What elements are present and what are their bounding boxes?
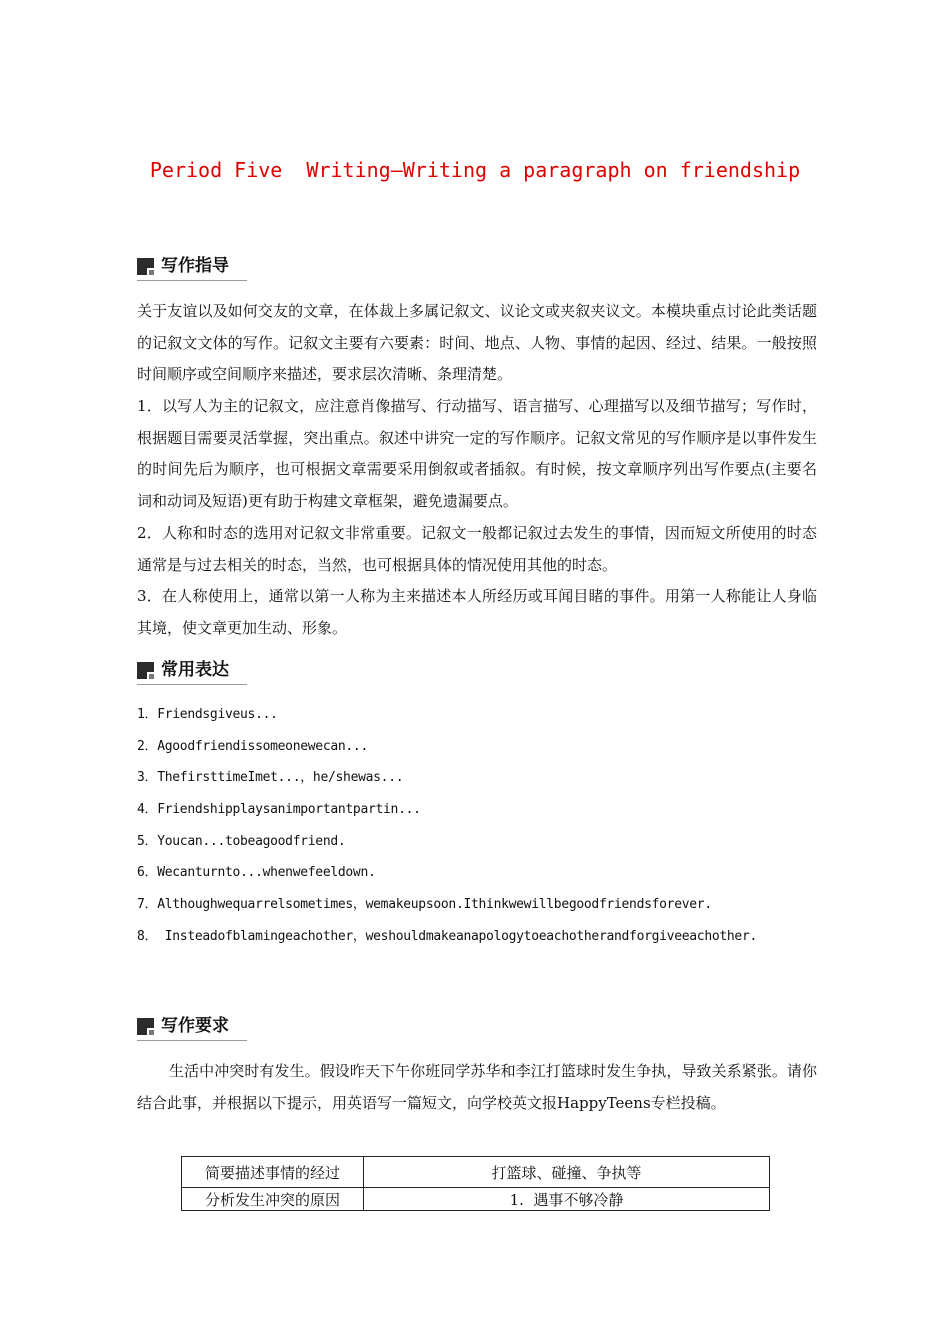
- guide-paragraph-1: 1．以写人为主的记叙文，应注意肖像描写、行动描写、语言描写、心理描写以及细节描写；写作时，根据题目需要灵活掌握，突出重点。叙述中讲究一定的写作顺序。记叙文常见的写作顺序是以事件发生的时间先后为顺序，也可根据文章需要采用倒叙或者插叙。有时候，按文章顺序列出写作要点(主要名词和动词及短语)更有助于构建文章框架，避免遗漏要点。: [137, 397, 817, 511]
- page-title: Period Five Writing—Writing a paragraph on friendship: [149, 158, 801, 182]
- table-cell: 1. 遇事不够冷静: [364, 1188, 770, 1211]
- requirements-table: [181, 1156, 770, 1211]
- section-marker-icon: [137, 258, 154, 275]
- expression-item: 5．Youcan...tobeagoodfriend.: [137, 834, 346, 849]
- expression-item: 1．Friendsgiveus...: [137, 707, 278, 722]
- expression-item: 2．Agoodfriendissomeonewecan...: [137, 739, 368, 754]
- guide-paragraph-3: 3．在人称使用上，通常以第一人称为主来描述本人所经历或耳闻目睹的事件。用第一人称能让人身临其境，使文章更加生动、形象。: [137, 587, 817, 637]
- expression-item: 8． Insteadofblamingeachother，weshouldmakeanapologytoeachotherandforgiveeachother.: [137, 929, 758, 944]
- section-heading-label: 常用表达: [161, 660, 229, 680]
- guide-paragraph-2: 2．人称和时态的选用对记叙文非常重要。记叙文一般都记叙过去发生的事情，因而短文所使用的时态通常是与过去相关的时态，当然，也可根据具体的情况使用其他的时态。: [137, 524, 817, 574]
- section-marker-icon: [137, 1018, 154, 1035]
- table-cell: 打篮球、碰撞、争执等: [364, 1157, 770, 1188]
- expression-item: 4．Friendshipplaysanimportantpartin...: [137, 802, 421, 817]
- writing-prompt: 生活中冲突时有发生。假设昨天下午你班同学苏华和李江打篮球时发生争执，导致关系紧张。请你结合此事，并根据以下提示，用英语写一篇短文，向学校英文报HappyTeens专栏投稿。: [137, 1062, 817, 1112]
- table-cell: 分析发生冲突的原因: [182, 1188, 364, 1211]
- table-cell: 简要描述事情的经过: [182, 1157, 364, 1188]
- section-heading-label: 写作要求: [161, 1016, 229, 1036]
- section-heading-label: 写作指导: [161, 256, 229, 276]
- expression-item: 6．Wecanturnto...whenwefeeldown.: [137, 865, 376, 880]
- expression-item: 3．ThefirsttimeImet...，he/shewas...: [137, 770, 404, 785]
- section-heading-guide: [137, 254, 247, 281]
- expression-item: 7．Althoughwequarrelsometimes，wemakeupsoon.Ithinkwewillbegoodfriendsforever.: [137, 897, 712, 912]
- guide-paragraph-intro: 关于友谊以及如何交友的文章，在体裁上多属记叙文、议论文或夹叙夹议文。本模块重点讨论此类话题的记叙文文体的写作。记叙文主要有六要素：时间、地点、人物、事情的起因、经过、结果。一般按照时间顺序或空间顺序来描述，要求层次清晰、条理清楚。: [137, 302, 817, 384]
- section-marker-icon: [137, 662, 154, 679]
- table-row: [182, 1157, 770, 1188]
- section-heading-expressions: [137, 658, 247, 685]
- table-row: [182, 1188, 770, 1211]
- section-heading-requirements: [137, 1014, 247, 1041]
